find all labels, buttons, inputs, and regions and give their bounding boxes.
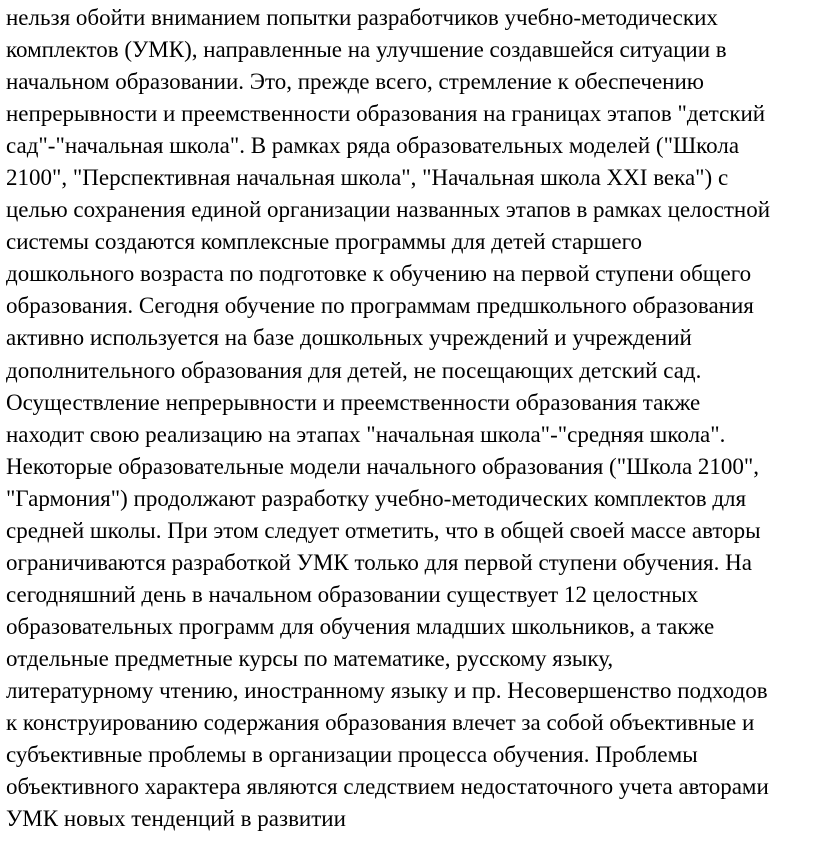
text-line: дополнительного образования для детей, не посещающих детский сад.	[6, 357, 702, 383]
text-line: Некоторые образовательные модели начального образования ("Школа 2100",	[6, 453, 760, 479]
text-line: целью сохранения единой организации названных этапов в рамках целостной	[6, 197, 771, 223]
text-line: нельзя обойти вниманием попытки разработчиков учебно-методических	[6, 5, 718, 30]
text-line: отдельные предметные курсы по математике, русскому языку,	[6, 645, 614, 671]
text-line: начальном образовании. Это, прежде всего, стремление к обеспечению	[6, 69, 704, 95]
text-line: "Гармония") продолжают разработку учебно-методических комплектов для	[6, 485, 747, 511]
text-line: ограничиваются разработкой УМК только для первой ступени обучения. На	[6, 549, 752, 575]
text-line: комплектов (УМК), направленные на улучшение создавшейся ситуации в	[6, 37, 727, 63]
text-line: непрерывности и преемственности образования на границах этапов "детский	[6, 101, 766, 127]
text-line: находит свою реализацию на этапах "начальная школа"-"средняя школа".	[6, 421, 726, 447]
text-line: дошкольного возраста по подготовке к обучению на первой ступени общего	[6, 261, 752, 287]
text-line: образовательных программ для обучения младших школьников, а также	[6, 613, 715, 639]
text-line: активно используется на базе дошкольных учреждений и учреждений	[6, 325, 692, 351]
text-line: объективного характера являются следствием недостаточного учета авторами	[6, 774, 769, 800]
text-line: к конструированию содержания образования влечет за собой объективные и	[6, 710, 755, 736]
text-line: средней школы. При этом следует отметить, что в общей своей массе авторы	[6, 517, 761, 543]
text-line: 2100", "Перспективная начальная школа", "Начальная школа XXI века") с	[6, 165, 729, 191]
document-paragraph	[6, 2, 816, 835]
text-line: сегодняшний день в начальном образовании существует 12 целостных	[6, 581, 699, 607]
text-line: Осуществление непрерывности и преемственности образования также	[6, 389, 701, 415]
text-line: сад"-"начальная школа". В рамках ряда образовательных моделей ("Школа	[6, 133, 740, 159]
text-line: субъективные проблемы в организации процесса обучения. Проблемы	[6, 742, 698, 768]
text-line: системы создаются комплексные программы для детей старшего	[6, 229, 642, 255]
text-line: литературному чтению, иностранному языку и пр. Несовершенство подходов	[6, 677, 768, 703]
text-line: УМК новых тенденций в развитии	[6, 806, 346, 832]
text-line: образования. Сегодня обучение по программам предшкольного образования	[6, 293, 754, 319]
